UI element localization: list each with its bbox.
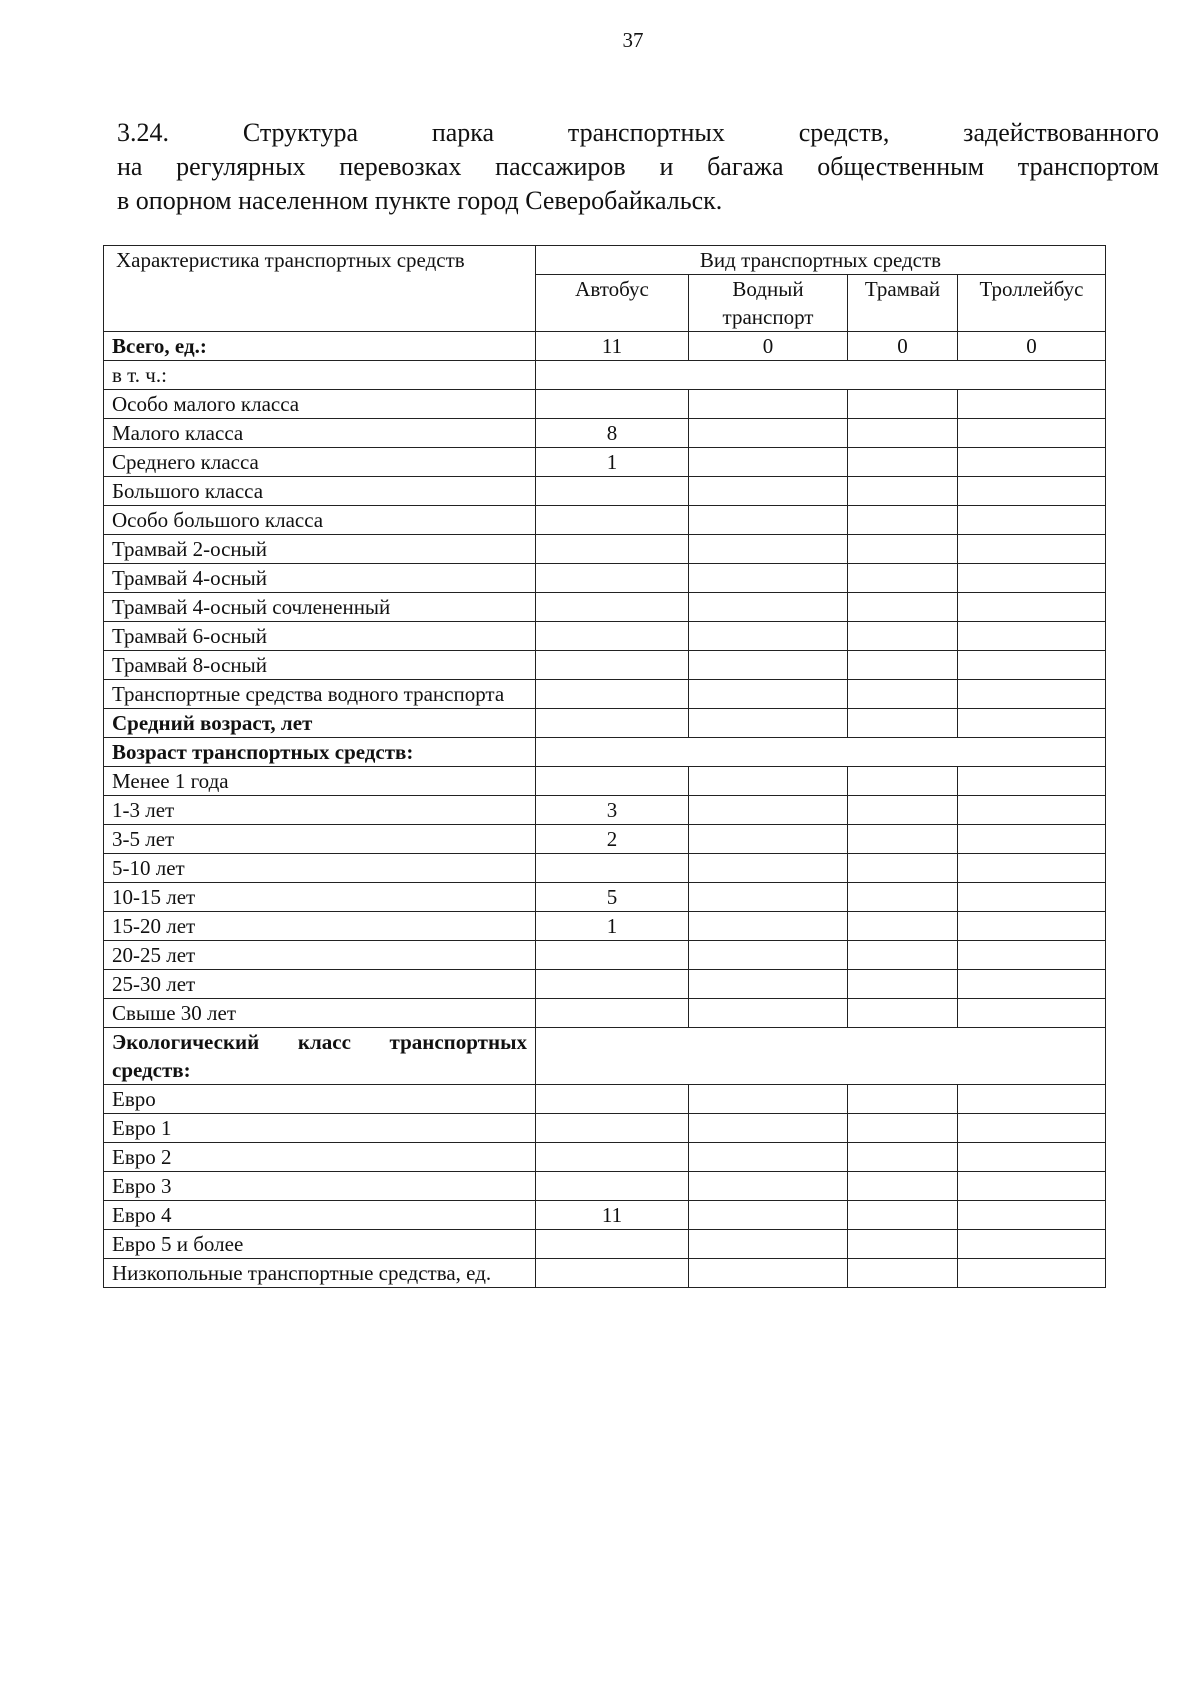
cell-value (536, 506, 689, 535)
cell-value (689, 825, 848, 854)
cell-value (848, 941, 958, 970)
heading-line-3: в опорном населенном пункте город Северобайкальск. (117, 186, 723, 215)
column-header-water: Водный транспорт (689, 275, 848, 332)
cell-value (536, 941, 689, 970)
cell-value (848, 419, 958, 448)
heading-line-1: 3.24. Структура парка транспортных средств, задействованного (117, 118, 1159, 147)
row-label: 1-3 лет (104, 796, 536, 825)
cell-value (848, 709, 958, 738)
class-row (104, 680, 1106, 709)
cell-value (958, 593, 1106, 622)
cell-value: 0 (689, 332, 848, 361)
cell-value (848, 535, 958, 564)
cell-value (848, 912, 958, 941)
cell-value (689, 1259, 848, 1288)
low-floor-row (104, 1259, 1106, 1288)
row-label: Большого класса (104, 477, 536, 506)
cell-value (958, 390, 1106, 419)
cell-value (848, 854, 958, 883)
cell-value (689, 912, 848, 941)
age-row (104, 883, 1106, 912)
row-label: Особо большого класса (104, 506, 536, 535)
table-header-row (104, 246, 1106, 275)
cell-value (689, 970, 848, 999)
row-label: Евро 5 и более (104, 1230, 536, 1259)
cell-value (958, 477, 1106, 506)
cell-value (689, 593, 848, 622)
row-label: 10-15 лет (104, 883, 536, 912)
cell-value (689, 448, 848, 477)
cell-value (958, 1259, 1106, 1288)
cell-value: 0 (848, 332, 958, 361)
cell-value (958, 970, 1106, 999)
row-label: Евро 3 (104, 1172, 536, 1201)
class-row (104, 593, 1106, 622)
cell-value (536, 1114, 689, 1143)
row-label: Малого класса (104, 419, 536, 448)
cell-value (689, 796, 848, 825)
cell-value (958, 767, 1106, 796)
cell-value (848, 1143, 958, 1172)
section-label: в т. ч.: (104, 361, 536, 390)
age-row (104, 767, 1106, 796)
class-row (104, 564, 1106, 593)
cell-value (536, 593, 689, 622)
age-row (104, 854, 1106, 883)
class-row (104, 477, 1106, 506)
cell-value (536, 680, 689, 709)
row-label: 20-25 лет (104, 941, 536, 970)
average-age-row (104, 709, 1106, 738)
cell-value: 0 (958, 332, 1106, 361)
row-label: Евро (104, 1085, 536, 1114)
total-row (104, 332, 1106, 361)
cell-value (689, 564, 848, 593)
cell-value (689, 854, 848, 883)
class-row (104, 448, 1106, 477)
cell-value: 1 (536, 448, 689, 477)
section-label: Возраст транспортных средств: (104, 738, 536, 767)
cell-value (958, 535, 1106, 564)
cell-value (958, 709, 1106, 738)
cell-value (689, 941, 848, 970)
age-section-row (104, 738, 1106, 767)
cell-value (848, 1230, 958, 1259)
cell-value (958, 1085, 1106, 1114)
age-row (104, 796, 1106, 825)
cell-value (958, 651, 1106, 680)
cell-value (536, 1259, 689, 1288)
characteristic-header: Характеристика транспортных средств (104, 246, 536, 332)
cell-value (689, 767, 848, 796)
row-label: Всего, ед.: (104, 332, 536, 361)
cell-value (689, 419, 848, 448)
cell-value (958, 622, 1106, 651)
cell-value (848, 390, 958, 419)
cell-value (689, 506, 848, 535)
cell-value (848, 767, 958, 796)
cell-value: 11 (536, 332, 689, 361)
cell-value (536, 477, 689, 506)
row-label: Средний возраст, лет (104, 709, 536, 738)
cell-value (689, 390, 848, 419)
cell-value (536, 767, 689, 796)
cell-value (689, 999, 848, 1028)
cell-value (689, 1085, 848, 1114)
class-row (104, 535, 1106, 564)
cell-value (848, 1201, 958, 1230)
age-row (104, 825, 1106, 854)
cell-value (689, 1143, 848, 1172)
cell-value (689, 535, 848, 564)
row-label: Среднего класса (104, 448, 536, 477)
section-blank-cell (536, 1028, 1106, 1085)
eco-row (104, 1230, 1106, 1259)
cell-value (689, 477, 848, 506)
cell-value (536, 390, 689, 419)
cell-value (848, 1172, 958, 1201)
cell-value (848, 796, 958, 825)
table-body (104, 332, 1106, 1288)
eco-row (104, 1172, 1106, 1201)
eco-row (104, 1114, 1106, 1143)
age-row (104, 941, 1106, 970)
class-row (104, 506, 1106, 535)
section-label: Экологический класс транспортных средств: (104, 1028, 536, 1085)
age-row (104, 999, 1106, 1028)
cell-value (848, 564, 958, 593)
cell-value (848, 825, 958, 854)
cell-value (958, 825, 1106, 854)
cell-value (689, 680, 848, 709)
eco-row (104, 1143, 1106, 1172)
column-header-trolleybus: Троллейбус (958, 275, 1106, 332)
cell-value: 5 (536, 883, 689, 912)
row-label: Трамвай 8-осный (104, 651, 536, 680)
cell-value (689, 622, 848, 651)
eco-section-row (104, 1028, 1106, 1085)
cell-value (848, 506, 958, 535)
age-row (104, 970, 1106, 999)
row-label: Трамвай 2-осный (104, 535, 536, 564)
eco-row (104, 1085, 1106, 1114)
section-blank-cell (536, 738, 1106, 767)
row-label: 3-5 лет (104, 825, 536, 854)
cell-value (536, 1085, 689, 1114)
cell-value (958, 1201, 1106, 1230)
cell-value (848, 680, 958, 709)
cell-value: 1 (536, 912, 689, 941)
cell-value (848, 622, 958, 651)
cell-value (848, 883, 958, 912)
row-label: Низкопольные транспортные средства, ед. (104, 1259, 536, 1288)
row-label: 15-20 лет (104, 912, 536, 941)
column-header-bus: Автобус (536, 275, 689, 332)
section-blank-cell (536, 361, 1106, 390)
cell-value (536, 970, 689, 999)
vehicle-type-header: Вид транспортных средств (536, 246, 1106, 275)
cell-value (689, 651, 848, 680)
cell-value (958, 1114, 1106, 1143)
cell-value (689, 883, 848, 912)
cell-value (848, 651, 958, 680)
cell-value (689, 709, 848, 738)
cell-value: 2 (536, 825, 689, 854)
row-label: 25-30 лет (104, 970, 536, 999)
cell-value (689, 1201, 848, 1230)
cell-value (536, 854, 689, 883)
cell-value (958, 564, 1106, 593)
row-label: Трамвай 4-осный (104, 564, 536, 593)
cell-value (958, 1172, 1106, 1201)
cell-value (848, 477, 958, 506)
cell-value (536, 564, 689, 593)
cell-value: 3 (536, 796, 689, 825)
cell-value (536, 999, 689, 1028)
cell-value (958, 419, 1106, 448)
cell-value: 8 (536, 419, 689, 448)
cell-value (958, 883, 1106, 912)
cell-value (536, 535, 689, 564)
row-label: Транспортные средства водного транспорта (104, 680, 536, 709)
cell-value (958, 796, 1106, 825)
cell-value (689, 1172, 848, 1201)
section-heading (117, 116, 1159, 218)
row-label: Менее 1 года (104, 767, 536, 796)
row-label: Особо малого класса (104, 390, 536, 419)
row-label: Евро 2 (104, 1143, 536, 1172)
cell-value (958, 680, 1106, 709)
class-row (104, 651, 1106, 680)
page-number: 37 (622, 28, 644, 52)
cell-value (958, 912, 1106, 941)
row-label: 5-10 лет (104, 854, 536, 883)
cell-value (536, 709, 689, 738)
cell-value (848, 970, 958, 999)
row-label: Трамвай 4-осный сочлененный (104, 593, 536, 622)
cell-value (689, 1114, 848, 1143)
cell-value (958, 506, 1106, 535)
cell-value (536, 651, 689, 680)
column-header-tram: Трамвай (848, 275, 958, 332)
cell-value: 11 (536, 1201, 689, 1230)
cell-value (958, 941, 1106, 970)
class-row (104, 419, 1106, 448)
cell-value (848, 1114, 958, 1143)
cell-value (958, 1143, 1106, 1172)
cell-value (848, 593, 958, 622)
cell-value (536, 1172, 689, 1201)
cell-value (958, 448, 1106, 477)
age-row (104, 912, 1106, 941)
cell-value (958, 999, 1106, 1028)
class-row (104, 622, 1106, 651)
fleet-structure-table (103, 245, 1106, 1288)
cell-value (848, 1085, 958, 1114)
row-label: Свыше 30 лет (104, 999, 536, 1028)
including-row (104, 361, 1106, 390)
cell-value (958, 1230, 1106, 1259)
cell-value (536, 1230, 689, 1259)
row-label: Евро 1 (104, 1114, 536, 1143)
eco-row (104, 1201, 1106, 1230)
row-label: Евро 4 (104, 1201, 536, 1230)
cell-value (536, 622, 689, 651)
cell-value (848, 448, 958, 477)
cell-value (848, 999, 958, 1028)
cell-value (958, 854, 1106, 883)
cell-value (848, 1259, 958, 1288)
row-label: Трамвай 6-осный (104, 622, 536, 651)
cell-value (536, 1143, 689, 1172)
heading-line-2: на регулярных перевозках пассажиров и багажа общественным транспортом (117, 152, 1159, 181)
cell-value (689, 1230, 848, 1259)
class-row (104, 390, 1106, 419)
